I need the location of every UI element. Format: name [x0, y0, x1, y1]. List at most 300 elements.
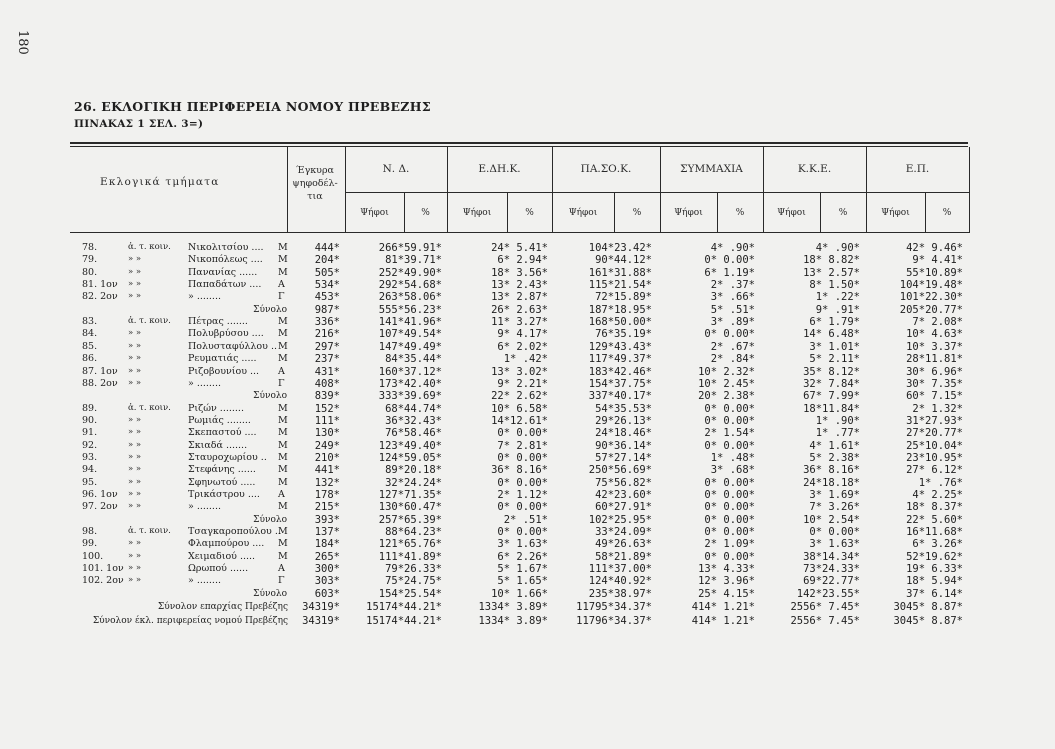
pasok-cell: 60*27.91* [595, 501, 652, 514]
section-name: Νικοπόλεως .... [188, 254, 263, 266]
symmachia-cell: 0* 0.00* [704, 328, 755, 341]
edik-cell: 22* 2.62* [491, 390, 548, 403]
community-type: » » [128, 365, 142, 376]
ep-cell: 10* 4.63* [906, 328, 963, 341]
valid-cell: 111* [314, 414, 340, 427]
community-type: » » [128, 501, 142, 512]
pasok-cell: 183*42.46* [588, 365, 652, 378]
section-number: 78. [82, 242, 98, 253]
symmachia-cell: 5* .51* [710, 303, 755, 316]
pasok-cell: 57*27.14* [595, 451, 652, 464]
section-letter: Μ [278, 328, 288, 340]
kke-cell: 8* 1.50* [809, 279, 860, 292]
nd-cell: 89*20.18* [385, 464, 442, 477]
ep-cell: 101*22.30* [899, 291, 963, 304]
section-number: 92. [82, 439, 98, 451]
symmachia-cell: 10* 2.45* [698, 377, 755, 390]
symmachia-cell: 2* .67* [710, 340, 755, 353]
party-header-symmachia: ΣΥΜΜΑΧΙΑ [680, 163, 743, 175]
edik-cell: 18* 3.56* [491, 266, 548, 279]
edik-cell: 0* 0.00* [497, 501, 548, 514]
edik-cell: 0* 0.00* [497, 451, 548, 464]
symmachia-cell: 4* .90* [710, 242, 755, 254]
valid-cell: 408* [314, 377, 340, 390]
ep-cell: 7* 2.08* [912, 316, 963, 329]
ep-cell: 3045* 8.87* [893, 615, 963, 628]
symmachia-cell: 10* 2.32* [698, 365, 755, 378]
ep-cell: 28*11.81* [906, 353, 963, 366]
votes-subheader: Ψήφοι [360, 208, 389, 218]
valid-cell: 137* [314, 526, 340, 539]
nd-cell: 263*58.06* [378, 291, 442, 304]
edik-cell: 36* 8.16* [491, 464, 548, 477]
section-letter: Α [278, 279, 285, 291]
section-letter: Μ [278, 439, 288, 451]
kke-cell: 13* 2.57* [803, 266, 860, 279]
section-name: Σταυροχωρίου .. [188, 451, 267, 463]
kke-cell: 3* 1.69* [809, 489, 860, 501]
percent-subheader: % [942, 208, 952, 218]
edik-cell: 5* 1.65* [497, 575, 548, 588]
ep-cell: 6* 3.26* [912, 538, 963, 551]
symmachia-cell: 0* 0.00* [704, 439, 755, 452]
party-header-ep: Ε.Π. [905, 163, 930, 175]
valid-cell: 505* [314, 266, 340, 279]
grand-total-label: Σύνολον επαρχίας Πρεβέζης [157, 602, 288, 613]
valid-cell: 431* [314, 365, 340, 378]
kke-cell: 3* 1.63* [809, 538, 860, 551]
valid-cell: 453* [314, 291, 340, 304]
pasok-cell: 75*56.82* [595, 476, 652, 489]
pasok-cell: 129*43.43* [588, 340, 652, 353]
nd-cell: 32*24.24* [385, 476, 442, 489]
symmachia-cell: 0* 0.00* [704, 476, 755, 489]
nd-cell: 84*35.44* [385, 353, 442, 366]
valid-header-line: τια [307, 191, 323, 202]
valid-cell: 184* [314, 538, 340, 551]
valid-cell: 444* [314, 242, 340, 254]
edik-cell: 2* .51* [503, 513, 548, 526]
table-top-rule [70, 142, 968, 144]
subtotal-label: Σύνολο [253, 304, 287, 315]
edik-cell: 6* 2.94* [497, 254, 548, 267]
pasok-cell: 49*26.63* [595, 538, 652, 551]
symmachia-cell: 13* 4.33* [698, 563, 755, 576]
section-number: 82. 2ον [82, 291, 118, 303]
section-number: 102. 2ον [82, 575, 124, 587]
section-name: Χειμαδιού ..... [188, 550, 256, 562]
nd-cell: 141*41.96* [378, 316, 442, 329]
community-type: » » [128, 427, 142, 438]
section-name: Στεφάνης ...... [188, 464, 256, 476]
edik-cell: 0* 0.00* [497, 526, 548, 539]
edik-cell: 3* 1.63* [497, 538, 548, 551]
percent-subheader: % [735, 208, 745, 218]
pasok-cell: 54*35.53* [595, 402, 652, 415]
section-letter: Μ [278, 353, 288, 365]
nd-cell: 107*49.54* [378, 328, 442, 341]
section-letter: Μ [278, 427, 288, 439]
section-number: 100. [82, 550, 104, 562]
ep-cell: 16*11.68* [906, 526, 963, 539]
edik-cell: 1334* 3.89* [478, 615, 548, 628]
ep-cell: 3045* 8.87* [893, 601, 963, 614]
community-type: » » [128, 464, 142, 475]
kke-cell: 1* .77* [815, 427, 860, 440]
section-name: Ριζοβουνίου ... [188, 365, 260, 377]
pasok-cell: 11795*34.37* [576, 601, 652, 614]
party-header-edik: Ε.ΔΗ.Κ. [478, 163, 521, 175]
symmachia-cell: 3* .66* [710, 291, 755, 304]
symmachia-cell: 6* 1.19* [704, 266, 755, 279]
edik-cell: 14*12.61* [491, 414, 548, 427]
section-letter: Μ [278, 476, 288, 488]
nd-cell: 147*49.49* [378, 340, 442, 353]
symmachia-cell: 0* 0.00* [704, 501, 755, 514]
section-number: 88. 2ον [82, 377, 118, 389]
section-name: Ρωμιάς ........ [188, 414, 251, 426]
section-number: 83. [82, 316, 98, 328]
section-letter: Α [278, 365, 285, 377]
edik-cell: 2* 1.12* [497, 489, 548, 501]
community-type: ἀ. τ. κοιν. [128, 242, 171, 252]
valid-cell: 839* [314, 390, 340, 403]
nd-cell: 76*58.46* [385, 427, 442, 440]
edik-cell: 9* 4.17* [497, 328, 548, 341]
valid-cell: 297* [314, 340, 340, 353]
kke-cell: 1* .22* [815, 291, 860, 304]
valid-cell: 603* [314, 587, 340, 600]
community-type: » » [128, 563, 142, 574]
section-letter: Μ [278, 550, 288, 562]
section-name: Σκεπαστού .... [188, 427, 257, 439]
ep-cell: 52*19.62* [906, 550, 963, 563]
percent-subheader: % [838, 208, 848, 218]
section-letter: Μ [278, 402, 288, 414]
symmachia-cell: 414* 1.21* [691, 615, 755, 628]
valid-cell: 178* [314, 489, 340, 501]
section-number: 87. 1ον [82, 365, 118, 377]
ep-cell: 22* 5.60* [906, 513, 963, 526]
ep-cell: 42* 9.46* [906, 242, 963, 254]
ep-cell: 30* 7.35* [906, 377, 963, 390]
symmachia-cell: 12* 3.96* [698, 575, 755, 588]
section-number: 86. [82, 353, 98, 365]
valid-cell: 300* [314, 563, 340, 576]
section-number: 95. [82, 476, 98, 488]
pasok-cell: 90*36.14* [595, 439, 652, 452]
valid-cell: 237* [314, 353, 340, 366]
section-name: Ριζών ........ [188, 402, 244, 414]
edik-cell: 1334* 3.89* [478, 601, 548, 614]
nd-cell: 257*65.39* [378, 513, 442, 526]
nd-cell: 111*41.89* [378, 550, 442, 563]
valid-cell: 265* [314, 550, 340, 563]
section-letter: Μ [278, 451, 288, 463]
edik-cell: 1* .42* [503, 353, 548, 366]
community-type: » » [128, 328, 142, 339]
ep-cell: 55*10.89* [906, 266, 963, 279]
pasok-cell: 33*24.09* [595, 526, 652, 539]
nd-cell: 160*37.12* [378, 365, 442, 378]
pasok-cell: 42*23.60* [595, 489, 652, 501]
subtotal-label: Σύνολο [253, 588, 287, 599]
col-divider [447, 147, 448, 233]
kke-cell: 35* 8.12* [803, 365, 860, 378]
edik-cell: 9* 2.21* [497, 377, 548, 390]
kke-cell: 6* 1.79* [809, 316, 860, 329]
subtotal-label: Σύνολο [253, 514, 287, 525]
symmachia-cell: 0* 0.00* [704, 526, 755, 539]
valid-cell: 152* [314, 402, 340, 415]
edik-cell: 24* 5.41* [491, 242, 548, 254]
edik-cell: 10* 1.66* [491, 587, 548, 600]
symmachia-cell: 414* 1.21* [691, 601, 755, 614]
section-number: 98. [82, 526, 98, 538]
community-type: » » [128, 439, 142, 450]
pasok-cell: 235*38.97* [588, 587, 652, 600]
symmachia-cell: 20* 2.38* [698, 390, 755, 403]
grand-total-label: Σύνολον έκλ. περιφερείας νομού Πρεβέζης [92, 616, 288, 627]
section-name: Ωρωπού ...... [188, 563, 249, 575]
community-type: » » [128, 291, 142, 302]
edik-cell: 13* 3.02* [491, 365, 548, 378]
pasok-cell: 117*49.37* [588, 353, 652, 366]
community-type: » » [128, 340, 142, 351]
section-number: 97. 2ον [82, 501, 118, 513]
nd-cell: 127*71.35* [378, 489, 442, 501]
col-divider [552, 147, 553, 233]
kke-cell: 18*11.84* [803, 402, 860, 415]
kke-cell: 24*18.18* [803, 476, 860, 489]
valid-cell: 441* [314, 464, 340, 477]
section-name: Τρικάστρου .... [188, 489, 260, 500]
community-type: » » [128, 476, 142, 487]
nd-cell: 15174*44.21* [366, 601, 442, 614]
section-number: 80. [82, 266, 98, 278]
pasok-cell: 124*40.92* [588, 575, 652, 588]
section-name: » ........ [188, 377, 221, 389]
kke-cell: 7* 3.26* [809, 501, 860, 514]
pasok-cell: 115*21.54* [588, 279, 652, 292]
section-number: 94. [82, 464, 98, 476]
col-divider [345, 147, 346, 233]
nd-cell: 68*44.74* [385, 402, 442, 415]
nd-cell: 333*39.69* [378, 390, 442, 403]
ep-cell: 18* 8.37* [906, 501, 963, 514]
pasok-cell: 102*25.95* [588, 513, 652, 526]
nd-cell: 555*56.23* [378, 303, 442, 316]
valid-cell: 215* [314, 501, 340, 514]
ep-cell: 27* 6.12* [906, 464, 963, 477]
pasok-cell: 24*18.46* [595, 427, 652, 440]
community-type: » » [128, 451, 142, 462]
ep-cell: 19* 6.33* [906, 563, 963, 576]
kke-cell: 1* .90* [815, 414, 860, 427]
pasok-cell: 104*23.42* [588, 242, 652, 254]
votes-subheader: Ψήφοι [777, 208, 806, 218]
nd-cell: 173*42.40* [378, 377, 442, 390]
section-number: 96. 1ον [82, 489, 118, 500]
community-type: » » [128, 538, 142, 549]
symmachia-cell: 3* .68* [710, 464, 755, 477]
section-number: 91. [82, 427, 98, 439]
party-header-nd: Ν. Δ. [382, 163, 410, 175]
community-type: » » [128, 377, 142, 388]
community-type: ἀ. τ. κοιν. [128, 402, 171, 413]
section-name: Νικολιτσίου .... [188, 242, 264, 253]
nd-cell: 266*59.91* [378, 242, 442, 254]
symmachia-cell: 0* 0.00* [704, 489, 755, 501]
valid-cell: 132* [314, 476, 340, 489]
ep-cell: 60* 7.15* [906, 390, 963, 403]
pasok-cell: 154*37.75* [588, 377, 652, 390]
kke-cell: 9* .91* [815, 303, 860, 316]
pasok-cell: 72*15.89* [595, 291, 652, 304]
subtotal-label: Σύνολο [253, 391, 287, 402]
ep-cell: 31*27.93* [906, 414, 963, 427]
symmachia-cell: 2* 1.09* [704, 538, 755, 551]
symmachia-cell: 0* 0.00* [704, 513, 755, 526]
symmachia-cell: 2* .84* [710, 353, 755, 366]
section-letter: Γ [278, 575, 285, 587]
ep-cell: 18* 5.94* [906, 575, 963, 588]
party-row-rule [345, 192, 970, 193]
pasok-cell: 29*26.13* [595, 414, 652, 427]
nd-cell: 121*65.76* [378, 538, 442, 551]
community-type: » » [128, 575, 142, 586]
kke-cell: 4* 1.61* [809, 439, 860, 452]
pasok-cell: 58*21.89* [595, 550, 652, 563]
section-number: 99. [82, 538, 98, 550]
community-type: ἀ. τ. κοιν. [128, 526, 171, 537]
pasok-cell: 168*50.00* [588, 316, 652, 329]
valid-cell: 216* [314, 328, 340, 341]
section-name: Φλαμπούρου .... [188, 538, 265, 550]
col-divider [763, 147, 764, 233]
valid-cell: 303* [314, 575, 340, 588]
pasok-cell: 250*56.69* [588, 464, 652, 477]
section-name: Σφηνωτού ..... [188, 476, 256, 488]
sections-header: Εκλογικά τμήματα [100, 176, 220, 188]
section-letter: Μ [278, 414, 288, 426]
edik-cell: 6* 2.02* [497, 340, 548, 353]
community-type: » » [128, 550, 142, 561]
pasok-cell: 90*44.12* [595, 254, 652, 267]
section-number: 90. [82, 414, 98, 426]
nd-cell: 36*32.43* [385, 414, 442, 427]
edik-cell: 0* 0.00* [497, 476, 548, 489]
table-top-rule-thin [70, 146, 968, 147]
section-letter: Μ [278, 501, 288, 513]
pasok-cell: 11796*34.37* [576, 615, 652, 628]
symmachia-cell: 1* .48* [710, 451, 755, 464]
section-number: 81. 1ον [82, 279, 118, 291]
nd-cell: 123*49.40* [378, 439, 442, 452]
valid-cell: 34319* [302, 601, 340, 614]
ep-cell: 25*10.04* [906, 439, 963, 452]
symmachia-cell: 0* 0.00* [704, 414, 755, 427]
kke-cell: 5* 2.38* [809, 451, 860, 464]
community-type: » » [128, 489, 142, 499]
valid-header-line: Έγκυρα [296, 165, 334, 176]
col-divider [660, 147, 661, 233]
edik-cell: 5* 1.67* [497, 563, 548, 576]
ep-cell: 27*20.77* [906, 427, 963, 440]
symmachia-cell: 25* 4.15* [698, 587, 755, 600]
section-letter: Μ [278, 464, 288, 476]
nd-cell: 124*59.05* [378, 451, 442, 464]
kke-cell: 10* 2.54* [803, 513, 860, 526]
valid-cell: 210* [314, 451, 340, 464]
section-letter: Γ [278, 377, 285, 389]
nd-cell: 75*24.75* [385, 575, 442, 588]
section-letter: Μ [278, 340, 288, 352]
percent-subheader: % [525, 208, 534, 218]
kke-cell: 2556* 7.45* [790, 615, 860, 628]
community-type: » » [128, 414, 142, 425]
votes-subheader: Ψήφοι [462, 208, 492, 218]
edik-cell: 13* 2.43* [491, 279, 548, 292]
kke-cell: 38*14.34* [803, 550, 860, 563]
kke-cell: 67* 7.99* [803, 390, 860, 403]
section-name: Ρευματιάς ..... [188, 353, 257, 365]
nd-cell: 252*49.90* [378, 266, 442, 279]
kke-cell: 142*23.55* [796, 587, 860, 600]
symmachia-cell: 0* 0.00* [704, 254, 755, 267]
section-number: 101. 1ον [82, 563, 124, 575]
pasok-cell: 337*40.17* [588, 390, 652, 403]
votes-subheader: Ψήφοι [881, 208, 910, 218]
ep-cell: 2* 1.32* [912, 402, 963, 415]
community-type: » » [128, 254, 142, 265]
valid-cell: 204* [314, 254, 340, 267]
symmachia-cell: 2* 1.54* [704, 427, 755, 440]
header-bottom-rule [70, 232, 970, 233]
valid-cell: 249* [314, 439, 340, 452]
edik-cell: 6* 2.26* [497, 550, 548, 563]
kke-cell: 73*24.33* [803, 563, 860, 576]
edik-cell: 7* 2.81* [497, 439, 548, 452]
party-header-kke: Κ.Κ.Ε. [797, 163, 832, 175]
edik-cell: 11* 3.27* [491, 316, 548, 329]
kke-cell: 5* 2.11* [809, 353, 860, 366]
party-header-pasok: ΠΑ.ΣΟ.Κ. [580, 163, 632, 175]
section-letter: Μ [278, 526, 288, 538]
ep-cell: 205*20.77* [899, 303, 963, 316]
section-letter: Μ [278, 266, 288, 278]
ep-cell: 10* 3.37* [906, 340, 963, 353]
section-number: 93. [82, 451, 98, 463]
section-letter: Μ [278, 254, 288, 266]
page-title: 26. ΕΚΛΟΓΙΚΗ ΠΕΡΙΦΕΡΕΙΑ ΝΟΜΟΥ ΠΡΕΒΕΖΗΣ [74, 99, 431, 114]
kke-cell: 36* 8.16* [803, 464, 860, 477]
section-name: Τσαγκαροπούλου .. [188, 526, 281, 538]
pasok-cell: 187*18.95* [588, 303, 652, 316]
section-number: 84. [82, 328, 98, 340]
table-subtitle: ΠΙΝΑΚΑΣ 1 ΣΕΛ. 3=) [74, 118, 204, 130]
kke-cell: 2556* 7.45* [790, 601, 860, 614]
ep-cell: 9* 4.41* [912, 254, 963, 267]
valid-cell: 130* [314, 427, 340, 440]
valid-ballots-header [289, 164, 341, 203]
nd-cell: 154*25.54* [378, 587, 442, 600]
col-divider [969, 147, 970, 233]
nd-cell: 292*54.68* [378, 279, 442, 292]
edik-cell: 13* 2.87* [491, 291, 548, 304]
col-divider [287, 147, 288, 233]
nd-cell: 15174*44.21* [366, 615, 442, 628]
